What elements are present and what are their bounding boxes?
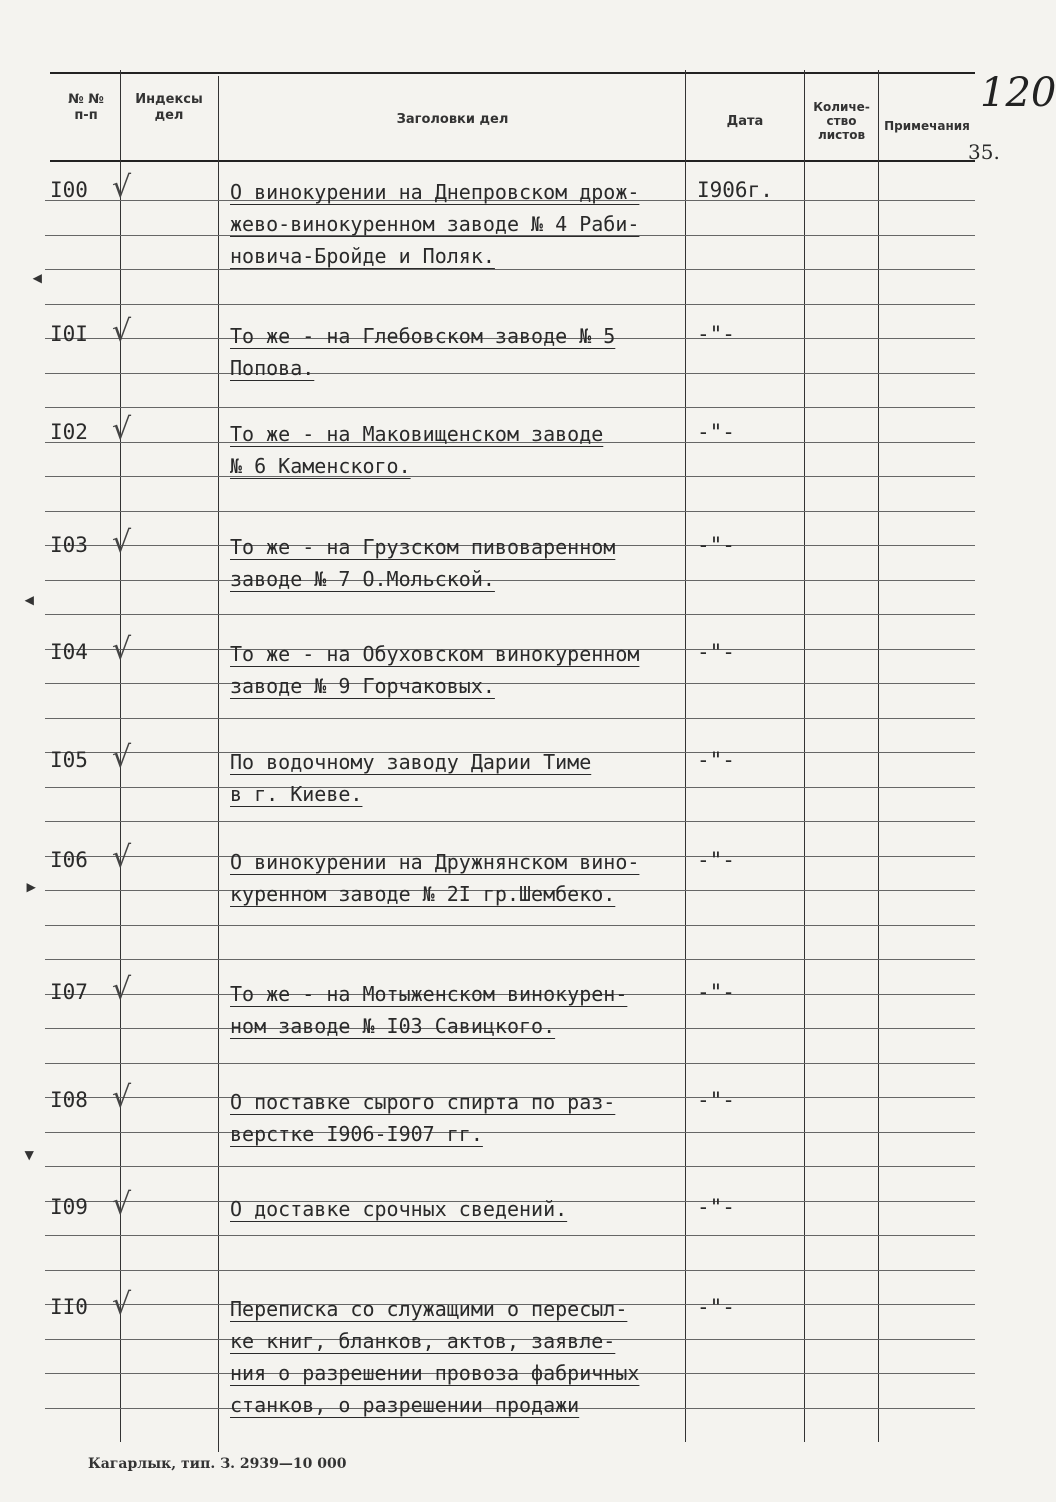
- case-date: I906г.: [697, 178, 773, 202]
- check-mark-icon: √: [112, 525, 132, 560]
- row-number: I00: [50, 178, 88, 202]
- case-date: -"-: [697, 1195, 735, 1219]
- case-date: -"-: [697, 420, 735, 444]
- header-title: Заголовки дел: [396, 112, 509, 127]
- case-date: -"-: [697, 640, 735, 664]
- case-title: Переписка со служащими о пересыл- ке книг, бланков, актов, заявле- ния о разрешении провоза фабричных станков, о разрешении продажи: [230, 1297, 640, 1417]
- ruled-line: [45, 925, 975, 926]
- case-title: О винокурении на Дружнянском вино- куренном заводе № 2I гр.Шембеко.: [230, 850, 640, 906]
- ruled-line: [45, 407, 975, 408]
- row-number: I04: [50, 640, 88, 664]
- ruled-line: [45, 1063, 975, 1064]
- header-notes: Примечания: [884, 119, 970, 133]
- case-title: То же - на Глебовском заводе № 5 Попова.: [230, 324, 616, 380]
- header-index: Индексы дел: [135, 92, 203, 123]
- table-top-border: [50, 72, 975, 74]
- printer-imprint: Кагарлык, тип. З. 2939—10 000: [88, 1456, 347, 1472]
- case-date: -"-: [697, 533, 735, 557]
- ruled-line: [45, 821, 975, 822]
- ruled-line: [45, 1235, 975, 1236]
- check-mark-icon: √: [112, 972, 132, 1007]
- column-divider: [218, 76, 219, 1452]
- check-mark-icon: √: [112, 1187, 132, 1222]
- check-mark-icon: √: [112, 314, 132, 349]
- ruled-line: [45, 959, 975, 960]
- ruled-line: [45, 614, 975, 615]
- row-number: I09: [50, 1195, 88, 1219]
- row-number: I07: [50, 980, 88, 1004]
- case-title: О винокурении на Днепровском дрож- жево-винокуренном заводе № 4 Раби- новича-Бройде и Поляк.: [230, 180, 640, 268]
- header-bottom-border: [50, 160, 975, 162]
- case-title: То же - на Мотыженском винокурен- ном заводе № I03 Савицкого.: [230, 982, 628, 1038]
- row-number: I05: [50, 748, 88, 772]
- row-number: I0I: [50, 322, 88, 346]
- case-date: -"-: [697, 980, 735, 1004]
- case-title: О доставке срочных сведений.: [230, 1197, 568, 1221]
- case-title: О поставке сырого спирта по раз- верстке I906-I907 гг.: [230, 1090, 616, 1146]
- ruled-line: [45, 511, 975, 512]
- row-number: I03: [50, 533, 88, 557]
- column-divider: [878, 70, 879, 1442]
- case-title: То же - на Маковищенском заводе № 6 Каменского.: [230, 422, 604, 478]
- header-sheet-count: Количе- ство листов: [813, 100, 870, 142]
- row-number: I08: [50, 1088, 88, 1112]
- case-date: -"-: [697, 848, 735, 872]
- case-title: То же - на Обуховском винокуренном заводе № 9 Горчаковых.: [230, 642, 640, 698]
- margin-arrow-icon: ◂: [30, 263, 45, 291]
- header-number: № № п-п: [68, 92, 104, 123]
- sheet-number: 120: [980, 70, 1056, 116]
- check-mark-icon: √: [112, 632, 132, 667]
- check-mark-icon: √: [112, 1080, 132, 1115]
- ruled-line: [45, 1270, 975, 1271]
- column-divider: [804, 70, 805, 1442]
- case-date: -"-: [697, 748, 735, 772]
- page-number: 35.: [968, 140, 1000, 164]
- case-date: -"-: [697, 1088, 735, 1112]
- case-title: По водочному заводу Дарии Тиме в г. Киеве.: [230, 750, 592, 806]
- case-date: -"-: [697, 322, 735, 346]
- case-date: -"-: [697, 1295, 735, 1319]
- margin-arrow-icon: ▾: [22, 1140, 37, 1168]
- row-number: II0: [50, 1295, 88, 1319]
- ruled-line: [45, 1166, 975, 1167]
- case-title: То же - на Грузском пивоваренном заводе № 7 О.Мольской.: [230, 535, 616, 591]
- row-number: I06: [50, 848, 88, 872]
- margin-arrow-icon: ▸: [24, 872, 39, 900]
- row-number: I02: [50, 420, 88, 444]
- margin-arrow-icon: ◂: [22, 585, 37, 613]
- check-mark-icon: √: [112, 1287, 132, 1322]
- ruled-line: [45, 304, 975, 305]
- check-mark-icon: √: [112, 740, 132, 775]
- header-date: Дата: [726, 114, 764, 129]
- check-mark-icon: √: [112, 170, 132, 205]
- column-divider: [685, 70, 686, 1442]
- check-mark-icon: √: [112, 840, 132, 875]
- ruled-line: [45, 718, 975, 719]
- check-mark-icon: √: [112, 412, 132, 447]
